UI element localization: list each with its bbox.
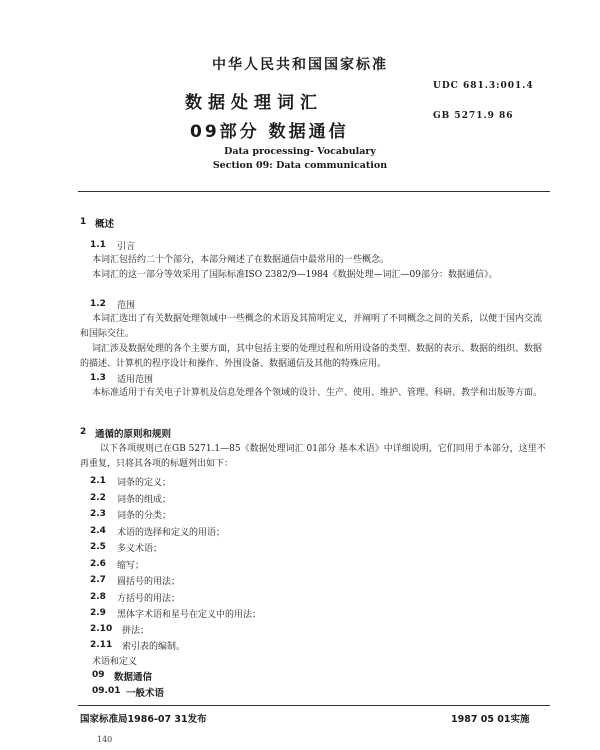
section-heading: 数据通信 xyxy=(114,672,153,683)
list-item-number: 2.11 xyxy=(90,640,113,650)
header-divider xyxy=(78,191,550,192)
section-number: 2 xyxy=(80,427,87,437)
list-item-number: 2.5 xyxy=(90,542,106,552)
gb-standard-number: GB 5271.9 86 xyxy=(433,111,514,121)
section-heading: 一般术语 xyxy=(126,688,165,699)
section-number: 1.2 xyxy=(90,299,106,309)
list-item-number: 2.2 xyxy=(90,493,106,503)
list-item-text: 黑体字术语和星号在定义中的用法； xyxy=(117,610,262,620)
section-heading: 通循的原则和规则 xyxy=(95,429,172,440)
section-number: 09 xyxy=(92,670,105,680)
list-item-number: 2.4 xyxy=(90,526,106,536)
section-heading: 概述 xyxy=(95,219,115,230)
issue-date: 国家标准局1986-07 31发布 xyxy=(80,714,207,725)
paragraph: 词汇涉及数据处理的各个主要方面，其中包括主要的处理过程和所用设备的类型、数据的表示、数据的组织、数据的描述、计算机的程序设计和操作、外围设备、数据通信及其他的特殊应用。 xyxy=(80,344,543,369)
list-item-text: 术语的选择和定义的用语； xyxy=(117,528,226,538)
document-subtitle-zh: 09部分 数据通信 xyxy=(190,122,349,142)
section-heading: 范围 xyxy=(117,301,136,311)
subsection-label: 术语和定义 xyxy=(92,657,138,667)
page-number: 140 xyxy=(97,735,113,744)
section-number: 09.01 xyxy=(92,686,121,696)
section-number: 1.3 xyxy=(90,373,106,383)
section-number: 1 xyxy=(80,217,87,227)
list-item-text: 词条的组成； xyxy=(117,495,172,505)
section-heading: 适用范围 xyxy=(117,375,154,385)
list-item-number: 2.7 xyxy=(90,575,106,585)
list-item-text: 缩写； xyxy=(117,561,145,571)
list-item-text: 圆括号的用法； xyxy=(117,577,181,587)
document-section-en: Section 09: Data communication xyxy=(212,160,388,171)
section-heading: 引言 xyxy=(117,242,136,252)
udc-code: UDC 681.3:001.4 xyxy=(433,81,534,91)
paragraph: 以下各项规则已在GB 5271.1—85《数据处理词汇 01部分 基本术语》中详细说明，它们同用于本部分，这里不再重复，只将其各项的标题列出如下： xyxy=(80,444,546,469)
effective-date: 1987 05 01实施 xyxy=(451,714,530,725)
list-item-number: 2.10 xyxy=(90,624,113,634)
paragraph: 本标准适用于有关电子计算机及信息处理各个领域的设计、生产、使用、维护、管理、科研、教学和出版等方面。 xyxy=(92,388,543,398)
paragraph: 本词汇的这一部分等效采用了国际标准ISO 2382/9—1984《数据处理—词汇—09部分：数据通信》。 xyxy=(92,270,498,280)
list-item-number: 2.9 xyxy=(90,608,106,618)
list-item-number: 2.3 xyxy=(90,509,106,519)
paragraph: 本词汇包括约二十个部分，本部分阐述了在数据通信中最常用的一些概念。 xyxy=(92,255,390,265)
document-title-zh: 数据处理词汇 xyxy=(185,93,323,113)
footer-divider xyxy=(78,705,550,706)
list-item-number: 2.1 xyxy=(90,476,106,486)
list-item-text: 方括号的用法； xyxy=(117,594,181,604)
list-item-text: 拼法； xyxy=(122,626,150,636)
list-item-number: 2.6 xyxy=(90,559,106,569)
paragraph: 本词汇选出了有关数据处理领域中一些概念的术语及其简明定义，并阐明了不同概念之间的关系，以便于国内交流和国际交往。 xyxy=(80,314,543,339)
list-item-text: 词条的定义； xyxy=(117,478,172,488)
standard-organization: 中华人民共和国国家标准 xyxy=(212,57,388,73)
list-item-text: 多义术语； xyxy=(117,544,163,554)
list-item-number: 2.8 xyxy=(90,592,106,602)
list-item-text: 索引表的编制。 xyxy=(122,642,186,652)
document-title-en: Data processing- Vocabulary xyxy=(224,146,376,157)
section-number: 1.1 xyxy=(90,240,106,250)
list-item-text: 词条的分类； xyxy=(117,511,172,521)
